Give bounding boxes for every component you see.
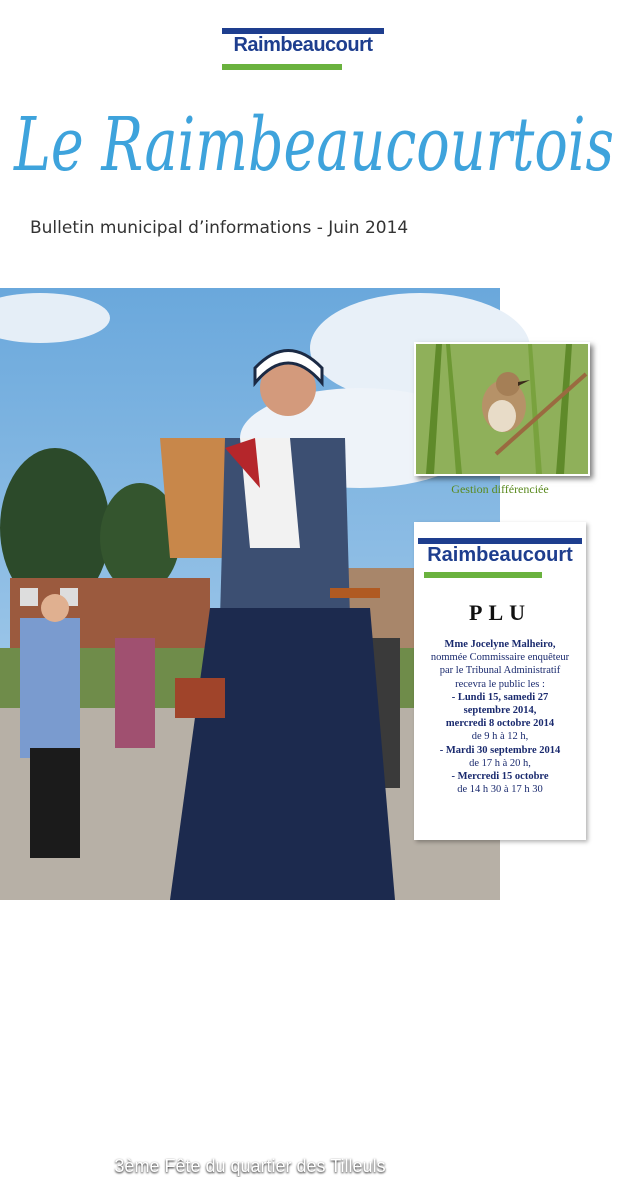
plu-body <box>416 638 584 796</box>
plu-line: mercredi 8 octobre 2014 <box>445 718 555 730</box>
plu-line: recevra le public les : <box>455 678 545 690</box>
bird-photo <box>414 342 590 476</box>
bird-image <box>416 344 588 474</box>
plu-title: PLU <box>469 600 531 625</box>
plu-line: par le Tribunal Administratif <box>439 665 561 677</box>
plu-line: de 14 h 30 à 17 h 30 <box>457 784 543 796</box>
plu-line: - Mercredi 15 octobre <box>451 771 549 783</box>
plu-logo-text: Raimbeaucourt <box>427 544 573 566</box>
plu-line: Mme Jocelyne Malheiro, <box>444 639 556 650</box>
plu-logo <box>418 536 582 584</box>
photo-caption: 3ème Fête du quartier des Tilleuls <box>114 1156 386 1176</box>
bird-caption: Gestion différenciée <box>451 482 549 496</box>
plu-line: de 17 h à 20 h, <box>469 757 531 769</box>
plu-line: - Lundi 15, samedi 27 <box>451 691 549 703</box>
plu-notice <box>414 522 586 840</box>
plu-line: septembre 2014, <box>463 705 537 717</box>
plu-line: de 9 h à 12 h, <box>471 731 529 743</box>
magazine-title <box>10 70 630 190</box>
logo-text: Raimbeaucourt <box>233 34 373 56</box>
plu-line: nommée Commissaire enquêteur <box>430 652 570 664</box>
plu-line: - Mardi 30 septembre 2014 <box>439 744 561 756</box>
bulletin-subtitle: Bulletin municipal d’informations - Juin 2014 <box>30 218 409 238</box>
magazine-title-text: Le Raimbeaucourtois <box>12 102 614 188</box>
plu-logo-green-bar <box>424 572 542 578</box>
